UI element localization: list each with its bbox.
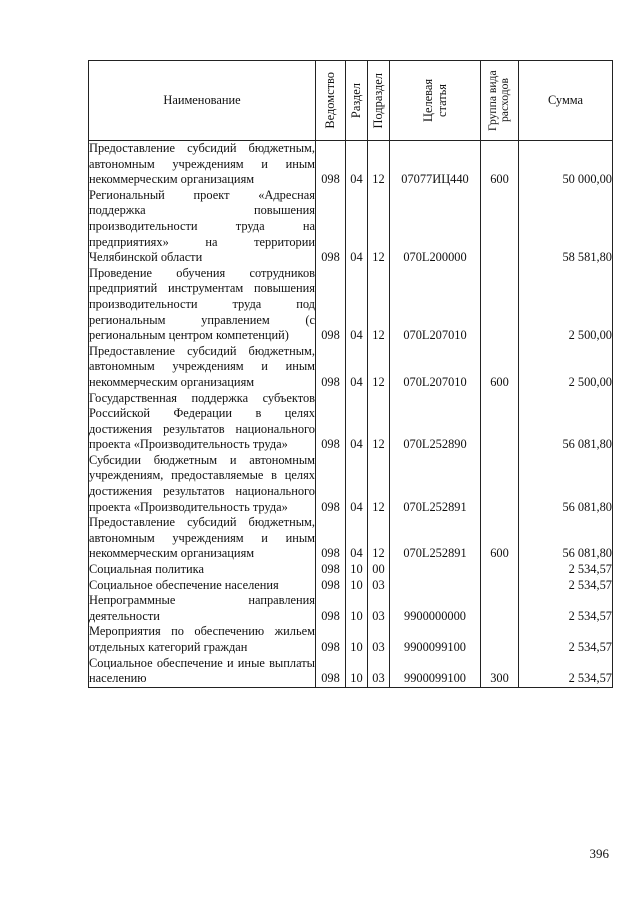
cell-celevaya: 070L207010 bbox=[390, 266, 481, 344]
cell-name: Государственная поддержка субъектов Российской Федерации в целях достижения результатов национального проекта «Производительность труда» bbox=[89, 390, 315, 452]
cell-summa: 58 581,80 bbox=[519, 188, 613, 266]
cell-summa: 2 500,00 bbox=[519, 266, 613, 344]
cell-name: Проведение обучения сотрудников предприятий инструментам повышения производительности труда под региональным управлением (с региональным центром компетенций) bbox=[89, 265, 315, 343]
cell-gruppa bbox=[481, 624, 519, 655]
cell-celevaya: 9900000000 bbox=[390, 593, 481, 624]
cell-podrazdel: 12 bbox=[368, 391, 390, 453]
cell-celevaya: 9900099100 bbox=[390, 656, 481, 688]
cell-razdel: 04 bbox=[346, 188, 368, 266]
cell-gruppa bbox=[481, 562, 519, 578]
table-body bbox=[89, 141, 613, 688]
cell-vedomstvo: 098 bbox=[316, 624, 346, 655]
cell-razdel: 04 bbox=[346, 391, 368, 453]
cell-gruppa bbox=[481, 188, 519, 266]
table-row bbox=[89, 391, 613, 453]
cell-podrazdel: 12 bbox=[368, 344, 390, 391]
cell-name: Непрограммные направления деятельности bbox=[89, 593, 315, 623]
cell-razdel: 10 bbox=[346, 578, 368, 594]
cell-gruppa bbox=[481, 391, 519, 453]
header-celevaya: Целевая статья bbox=[390, 61, 481, 141]
cell-razdel: 04 bbox=[346, 453, 368, 515]
header-row bbox=[89, 61, 613, 141]
table-row bbox=[89, 453, 613, 515]
cell-gruppa: 300 bbox=[481, 656, 519, 688]
cell-podrazdel: 12 bbox=[368, 266, 390, 344]
cell-celevaya: 070L252891 bbox=[390, 515, 481, 562]
cell-razdel: 04 bbox=[346, 141, 368, 188]
cell-razdel: 04 bbox=[346, 515, 368, 562]
cell-podrazdel: 12 bbox=[368, 515, 390, 562]
cell-name: Предоставление субсидий бюджетным, автономным учреждениям и иным некоммерческим организациям bbox=[89, 343, 315, 389]
table-row bbox=[89, 266, 613, 344]
cell-vedomstvo: 098 bbox=[316, 515, 346, 562]
cell-summa: 56 081,80 bbox=[519, 391, 613, 453]
cell-gruppa: 600 bbox=[481, 141, 519, 188]
cell-podrazdel: 12 bbox=[368, 188, 390, 266]
cell-celevaya bbox=[390, 578, 481, 594]
table-row bbox=[89, 188, 613, 266]
cell-podrazdel: 12 bbox=[368, 141, 390, 188]
cell-razdel: 10 bbox=[346, 624, 368, 655]
cell-summa: 2 500,00 bbox=[519, 344, 613, 391]
cell-summa: 2 534,57 bbox=[519, 656, 613, 688]
cell-summa: 2 534,57 bbox=[519, 624, 613, 655]
cell-vedomstvo: 098 bbox=[316, 593, 346, 624]
cell-name: Социальная политика bbox=[89, 562, 316, 578]
cell-gruppa: 600 bbox=[481, 515, 519, 562]
cell-vedomstvo: 098 bbox=[316, 578, 346, 594]
cell-podrazdel: 12 bbox=[368, 453, 390, 515]
table-row bbox=[89, 515, 613, 562]
cell-vedomstvo: 098 bbox=[316, 266, 346, 344]
table-row bbox=[89, 141, 613, 188]
table-row bbox=[89, 578, 613, 594]
header-razdel: Раздел bbox=[346, 61, 368, 141]
cell-name: Предоставление субсидий бюджетным, автономным учреждениям и иным некоммерческим организациям bbox=[89, 141, 315, 187]
cell-vedomstvo: 098 bbox=[316, 453, 346, 515]
cell-name: Предоставление субсидий бюджетным, автономным учреждениям и иным некоммерческим организациям bbox=[89, 515, 315, 561]
cell-celevaya: 07077ИЦ440 bbox=[390, 141, 481, 188]
cell-podrazdel: 03 bbox=[368, 656, 390, 688]
cell-celevaya: 070L252890 bbox=[390, 391, 481, 453]
cell-summa: 2 534,57 bbox=[519, 593, 613, 624]
cell-vedomstvo: 098 bbox=[316, 656, 346, 688]
cell-razdel: 10 bbox=[346, 593, 368, 624]
cell-name: Региональный проект «Адресная поддержка повышения производительности труда на предприятиях» на территории Челябинской области bbox=[89, 187, 315, 265]
cell-celevaya bbox=[390, 562, 481, 578]
cell-gruppa: 600 bbox=[481, 344, 519, 391]
cell-podrazdel: 03 bbox=[368, 624, 390, 655]
cell-razdel: 04 bbox=[346, 344, 368, 391]
cell-vedomstvo: 098 bbox=[316, 188, 346, 266]
cell-gruppa bbox=[481, 578, 519, 594]
header-vedomstvo: Ведомство bbox=[316, 61, 346, 141]
cell-celevaya: 070L200000 bbox=[390, 188, 481, 266]
table-row bbox=[89, 593, 613, 624]
cell-name: Мероприятия по обеспечению жильем отдельных категорий граждан bbox=[89, 624, 315, 654]
cell-vedomstvo: 098 bbox=[316, 344, 346, 391]
cell-podrazdel: 00 bbox=[368, 562, 390, 578]
cell-summa: 2 534,57 bbox=[519, 578, 613, 594]
table-row bbox=[89, 624, 613, 655]
cell-vedomstvo: 098 bbox=[316, 562, 346, 578]
cell-celevaya: 070L252891 bbox=[390, 453, 481, 515]
header-gruppa: Группа вида расходов bbox=[481, 61, 519, 141]
page-number: 396 bbox=[589, 846, 609, 861]
table-row bbox=[89, 656, 613, 688]
cell-summa: 56 081,80 bbox=[519, 453, 613, 515]
cell-summa: 2 534,57 bbox=[519, 562, 613, 578]
cell-name: Субсидии бюджетным и автономным учреждениям, предоставляемые в целях достижения результатов национального проекта «Производительность труда» bbox=[89, 452, 315, 514]
header-name: Наименование bbox=[89, 61, 316, 141]
cell-summa: 56 081,80 bbox=[519, 515, 613, 562]
cell-razdel: 04 bbox=[346, 266, 368, 344]
budget-table bbox=[88, 60, 613, 688]
cell-celevaya: 9900099100 bbox=[390, 624, 481, 655]
cell-podrazdel: 03 bbox=[368, 593, 390, 624]
cell-gruppa bbox=[481, 593, 519, 624]
cell-vedomstvo: 098 bbox=[316, 141, 346, 188]
cell-podrazdel: 03 bbox=[368, 578, 390, 594]
table-row bbox=[89, 562, 613, 578]
cell-gruppa bbox=[481, 266, 519, 344]
table-row bbox=[89, 344, 613, 391]
cell-razdel: 10 bbox=[346, 562, 368, 578]
cell-name: Социальное обеспечение и иные выплаты населению bbox=[89, 656, 316, 688]
cell-celevaya: 070L207010 bbox=[390, 344, 481, 391]
cell-name: Социальное обеспечение населения bbox=[89, 578, 316, 594]
cell-summa: 50 000,00 bbox=[519, 141, 613, 188]
header-podrazdel: Подраздел bbox=[368, 61, 390, 141]
cell-vedomstvo: 098 bbox=[316, 391, 346, 453]
header-summa: Сумма bbox=[519, 61, 613, 141]
cell-gruppa bbox=[481, 453, 519, 515]
cell-razdel: 10 bbox=[346, 656, 368, 688]
